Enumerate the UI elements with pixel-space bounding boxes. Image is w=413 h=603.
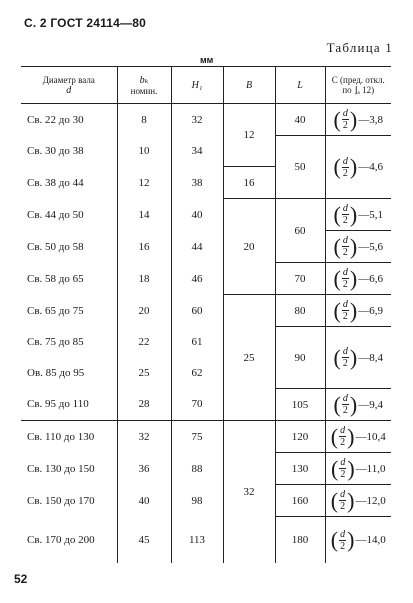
col-b-symbol: B <box>245 79 253 91</box>
table-row <box>21 199 391 231</box>
cell-range: Св. 38 до 44 <box>21 167 117 199</box>
page-number: 52 <box>14 572 28 586</box>
cell-range: Св. 75 до 85 <box>21 327 117 358</box>
cell-h1: 32 <box>171 104 223 136</box>
cell-range: Св. 58 до 65 <box>21 263 117 295</box>
fraction-d-over-2: ( d 2 ) —6,6 <box>333 265 383 291</box>
cell-bk: 14 <box>117 199 171 231</box>
cell-l: 40 <box>275 104 325 136</box>
table-row <box>21 453 391 485</box>
cell-bk: 36 <box>117 453 171 485</box>
cell-h1: 44 <box>171 231 223 263</box>
table-row <box>21 485 391 517</box>
cell-l: 60 <box>275 199 325 263</box>
cell-bk: 8 <box>117 104 171 136</box>
fraction-d-over-2: ( d 2 ) —12,0 <box>330 487 386 513</box>
cell-bk: 16 <box>117 231 171 263</box>
cell-bk: 20 <box>117 295 171 327</box>
cell-bk: 32 <box>117 421 171 453</box>
cell-range: Ов. 85 до 95 <box>21 358 117 389</box>
cell-h1: 60 <box>171 295 223 327</box>
cell-c <box>325 295 391 327</box>
col-bk-label: номин. <box>130 85 158 96</box>
fraction-d-over-2: ( d 2 ) —3,8 <box>333 106 383 132</box>
cell-l: 70 <box>275 263 325 295</box>
cell-l: 120 <box>275 421 325 453</box>
cell-c <box>325 199 391 231</box>
cell-h1: 113 <box>171 517 223 564</box>
cell-h1: 46 <box>171 263 223 295</box>
cell-c <box>325 263 391 295</box>
cell-c <box>325 485 391 517</box>
cell-b: 20 <box>223 199 275 295</box>
document-header: С. 2 ГОСТ 24114—80 <box>24 16 147 30</box>
table-row <box>21 327 391 358</box>
col-diameter-label: Диаметр вала <box>42 74 95 85</box>
cell-h1: 38 <box>171 167 223 199</box>
col-diameter <box>21 67 117 104</box>
table-row <box>21 517 391 564</box>
cell-bk: 25 <box>117 358 171 389</box>
cell-range: Св. 170 до 200 <box>21 517 117 564</box>
cell-h1: 34 <box>171 136 223 167</box>
cell-h1: 98 <box>171 485 223 517</box>
cell-range: Св. 44 до 50 <box>21 199 117 231</box>
col-b <box>223 67 275 104</box>
fraction-d-over-2: ( d 2 ) —4,6 <box>333 154 383 179</box>
fraction-d-over-2: ( d 2 ) —11,0 <box>331 455 386 481</box>
cell-c <box>325 104 391 136</box>
table-row <box>21 136 391 167</box>
cell-range: Св. 110 до 130 <box>21 421 117 453</box>
cell-l: 50 <box>275 136 325 199</box>
cell-b: 12 <box>223 104 275 167</box>
cell-bk: 18 <box>117 263 171 295</box>
cell-b: 16 <box>223 167 275 199</box>
col-h1 <box>171 67 223 104</box>
cell-bk: 40 <box>117 485 171 517</box>
table-row <box>21 295 391 327</box>
cell-range: Св. 30 до 38 <box>21 136 117 167</box>
fraction-d-over-2: ( d 2 ) —10,4 <box>330 423 386 449</box>
table-row <box>21 231 391 263</box>
cell-c <box>325 136 391 199</box>
col-c-label: C (пред. откл. <box>331 75 385 85</box>
cell-h1: 75 <box>171 421 223 453</box>
cell-bk: 22 <box>117 327 171 358</box>
cell-b: 25 <box>223 295 275 421</box>
cell-range: Св. 65 до 75 <box>21 295 117 327</box>
cell-range: Св. 150 до 170 <box>21 485 117 517</box>
table-row <box>21 389 391 421</box>
cell-c <box>325 327 391 389</box>
col-h1-symbol: H₁ <box>191 79 203 91</box>
cell-h1: 62 <box>171 358 223 389</box>
cell-h1: 61 <box>171 327 223 358</box>
table-header-row <box>21 67 391 104</box>
fraction-d-over-2: ( d 2 ) —5,1 <box>333 201 383 227</box>
cell-c <box>325 421 391 453</box>
cell-h1: 40 <box>171 199 223 231</box>
cell-bk: 10 <box>117 136 171 167</box>
col-diameter-symbol: d <box>66 84 72 96</box>
cell-bk: 45 <box>117 517 171 564</box>
fraction-d-over-2: ( d 2 ) —9,4 <box>333 391 383 417</box>
cell-h1: 70 <box>171 389 223 421</box>
table-row <box>21 263 391 295</box>
units-label: мм <box>200 55 214 65</box>
cell-l: 80 <box>275 295 325 327</box>
cell-c <box>325 231 391 263</box>
cell-l: 90 <box>275 327 325 389</box>
cell-bk: 12 <box>117 167 171 199</box>
table-row <box>21 421 391 453</box>
col-c-tolerance: по ⌋ₐ 12) <box>342 85 375 95</box>
dimensions-table <box>21 66 391 563</box>
cell-l: 130 <box>275 453 325 485</box>
col-bk <box>117 67 171 104</box>
cell-b: 32 <box>223 421 275 564</box>
fraction-d-over-2: ( d 2 ) —5,6 <box>333 233 383 259</box>
fraction-d-over-2: ( d 2 ) —6,9 <box>333 297 383 323</box>
cell-range: Св. 130 до 150 <box>21 453 117 485</box>
col-bk-symbol: bₖ <box>139 74 149 86</box>
cell-l: 180 <box>275 517 325 564</box>
fraction-d-over-2: ( d 2 ) —8,4 <box>333 344 383 370</box>
cell-l: 160 <box>275 485 325 517</box>
cell-c <box>325 517 391 564</box>
fraction-d-over-2: ( d 2 ) —14,0 <box>330 527 386 552</box>
cell-l: 105 <box>275 389 325 421</box>
cell-c <box>325 389 391 421</box>
col-c <box>325 67 391 104</box>
col-l-symbol: L <box>297 79 303 91</box>
cell-bk: 28 <box>117 389 171 421</box>
cell-h1: 88 <box>171 453 223 485</box>
cell-range: Св. 22 до 30 <box>21 104 117 136</box>
table-title: Таблица 1 <box>326 40 393 55</box>
cell-range: Св. 95 до 110 <box>21 389 117 421</box>
col-l <box>275 67 325 104</box>
cell-c <box>325 453 391 485</box>
cell-range: Св. 50 до 58 <box>21 231 117 263</box>
table-row <box>21 104 391 136</box>
